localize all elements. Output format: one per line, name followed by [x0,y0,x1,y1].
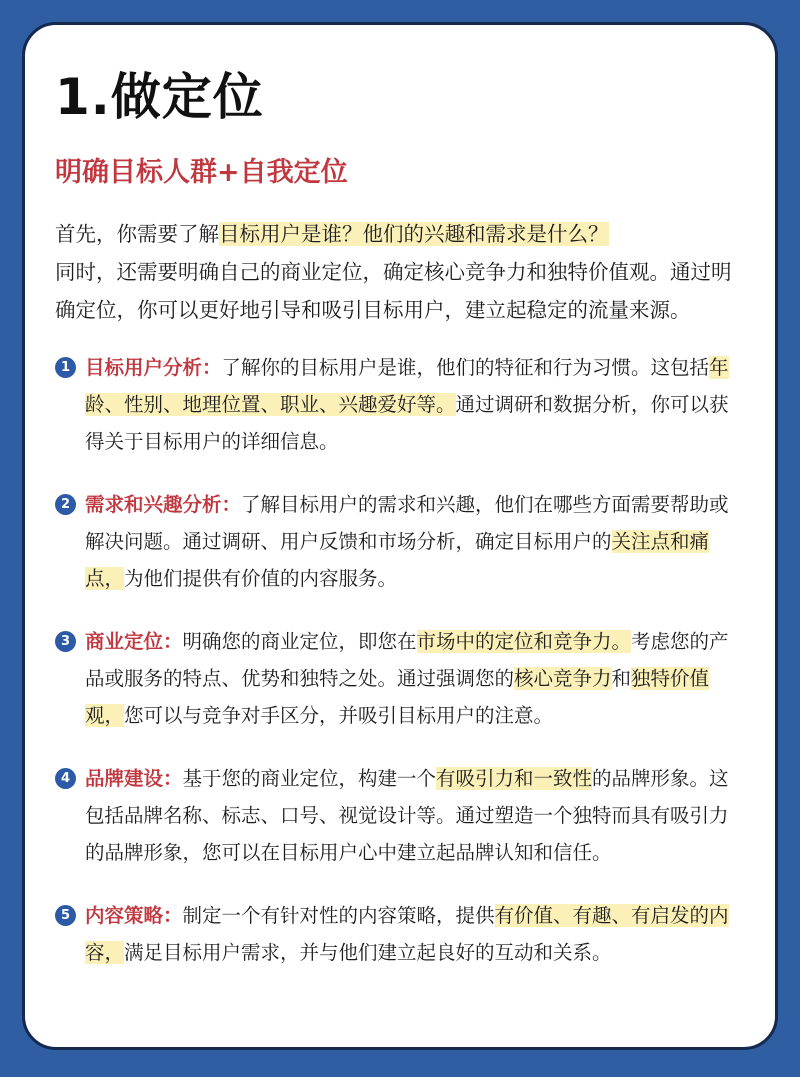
item-text: 制定一个有针对性的内容策略，提供 [182,904,495,927]
item-label: 品牌建设： [85,767,183,790]
item-text: 的品牌形象。这包括品牌名称、标志、口号、视觉设计等。通过塑造一个独特而具有吸引力的品牌形象，您可以在目标用户心中建立起品牌认知和信任。 [85,767,729,864]
item-label: 需求和兴趣分析： [85,493,242,516]
item-text: 考虑您的产品或服务的特点、优势和独特之处。通过强调您的 [85,630,729,690]
item-highlight: 核心竞争力 [514,667,612,690]
intro-highlight: 目标用户是谁？他们的兴趣和需求是什么？ [219,222,609,246]
intro-paragraph [55,215,745,329]
item-highlight: 有价值、有趣、有启发的内容， [85,904,729,964]
item-text: 基于您的商业定位，构建一个 [182,767,437,790]
item-highlight: 关注点和痛点， [85,530,710,590]
item-highlight: 年龄、性别、地理位置、职业、兴趣爱好等。 [85,356,729,416]
item-text: 了解你的目标用户是谁，他们的特征和行为习惯。这包括 [221,356,710,379]
list-item-business-positioning [55,623,745,734]
item-text: 和 [611,667,632,690]
section-subtitle: 明确目标人群+自我定位 [55,157,348,188]
item-text: 明确您的商业定位，即您在 [182,630,417,653]
item-label: 内容策略： [85,904,183,927]
page-title: 1.做定位 [55,68,264,126]
list-item-target-user-analysis [55,349,745,460]
content-card [22,22,778,1050]
number-badge: 5 [55,905,76,926]
item-highlight: 有吸引力和一致性 [436,767,593,790]
item-text: 您可以与竞争对手区分，并吸引目标用户的注意。 [124,704,554,727]
item-text: 为他们提供有价值的内容服务。 [124,567,398,590]
item-highlight: 市场中的定位和竞争力。 [416,630,632,653]
item-text: 通过调研和数据分析，你可以获得关于目标用户的详细信息。 [85,393,729,453]
number-badge: 3 [55,631,76,652]
number-badge: 4 [55,768,76,789]
intro-text-1: 首先，你需要了解 [55,222,219,246]
number-badge: 1 [55,357,76,378]
item-highlight: 独特价值观， [85,667,710,727]
list-item-brand-building [55,760,745,871]
number-badge: 2 [55,494,76,515]
item-text: 了解目标用户的需求和兴趣，他们在哪些方面需要帮助或解决问题。通过调研、用户反馈和市场分析，确定目标用户的 [85,493,729,553]
item-label: 目标用户分析： [85,356,222,379]
item-label: 商业定位： [85,630,183,653]
list-item-content-strategy [55,897,745,971]
intro-text-2: 同时，还需要明确自己的商业定位，确定核心竞争力和独特价值观。通过明确定位，你可以更好地引导和吸引目标用户，建立起稳定的流量来源。 [55,260,732,322]
item-text: 满足目标用户需求，并与他们建立起良好的互动和关系。 [124,941,612,964]
list-item-needs-interest-analysis [55,486,745,597]
